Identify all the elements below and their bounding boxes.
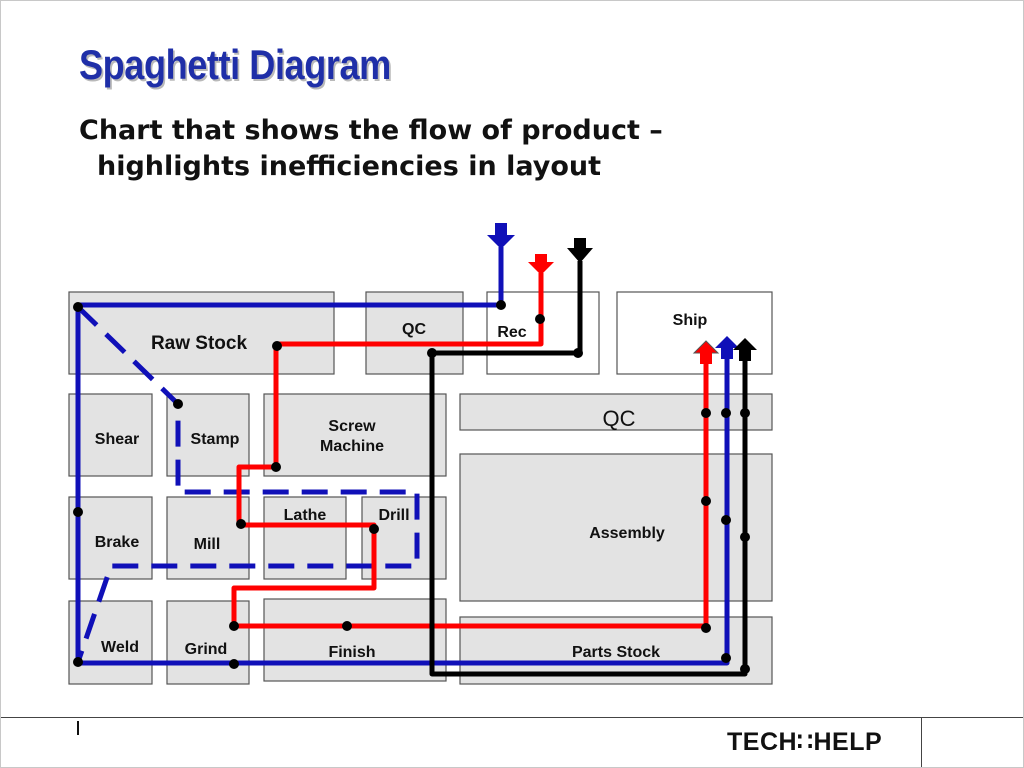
label-drill: Drill: [378, 507, 410, 524]
label-rec: Rec: [497, 324, 527, 341]
label-ship: Ship: [672, 312, 708, 329]
red-entry-arrow-icon: [528, 254, 554, 275]
label-finish: Finish: [328, 644, 376, 661]
footer-vertical-divider: [921, 717, 922, 768]
subtitle-line-1: Chart that shows the flow of product –: [79, 115, 663, 146]
label-qc-mid: QC: [602, 406, 636, 431]
label-raw-stock: Raw Stock: [150, 333, 248, 354]
footer-tick-mark: [77, 721, 79, 735]
techhelp-logo: TECH∷HELP: [727, 728, 883, 756]
label-assembly: Assembly: [589, 525, 665, 542]
footer-divider: [1, 717, 1023, 718]
label-parts-stock: Parts Stock: [571, 644, 661, 661]
black-entry-arrow-icon: [567, 238, 593, 263]
spaghetti-diagram: [1, 1, 1023, 717]
label-mill: Mill: [193, 536, 221, 553]
label-brake: Brake: [94, 534, 140, 551]
label-stamp: Stamp: [190, 431, 240, 448]
label-shear: Shear: [94, 431, 140, 448]
label-lathe: Lathe: [283, 507, 327, 524]
label-screw-machine-1: Screw: [328, 418, 376, 435]
station-ship: [617, 292, 772, 374]
label-grind: Grind: [184, 641, 228, 658]
label-screw-machine-2: Machine: [319, 438, 385, 455]
station-finish: [264, 599, 446, 681]
station-screw-machine: [264, 394, 446, 476]
blue-entry-arrow-icon: [487, 223, 515, 249]
label-qc-top: QC: [402, 321, 426, 338]
subtitle-line-2: highlights inefficiencies in layout: [97, 151, 601, 182]
slide-title: Spaghetti Diagram: [79, 41, 391, 88]
label-weld: Weld: [101, 639, 139, 656]
